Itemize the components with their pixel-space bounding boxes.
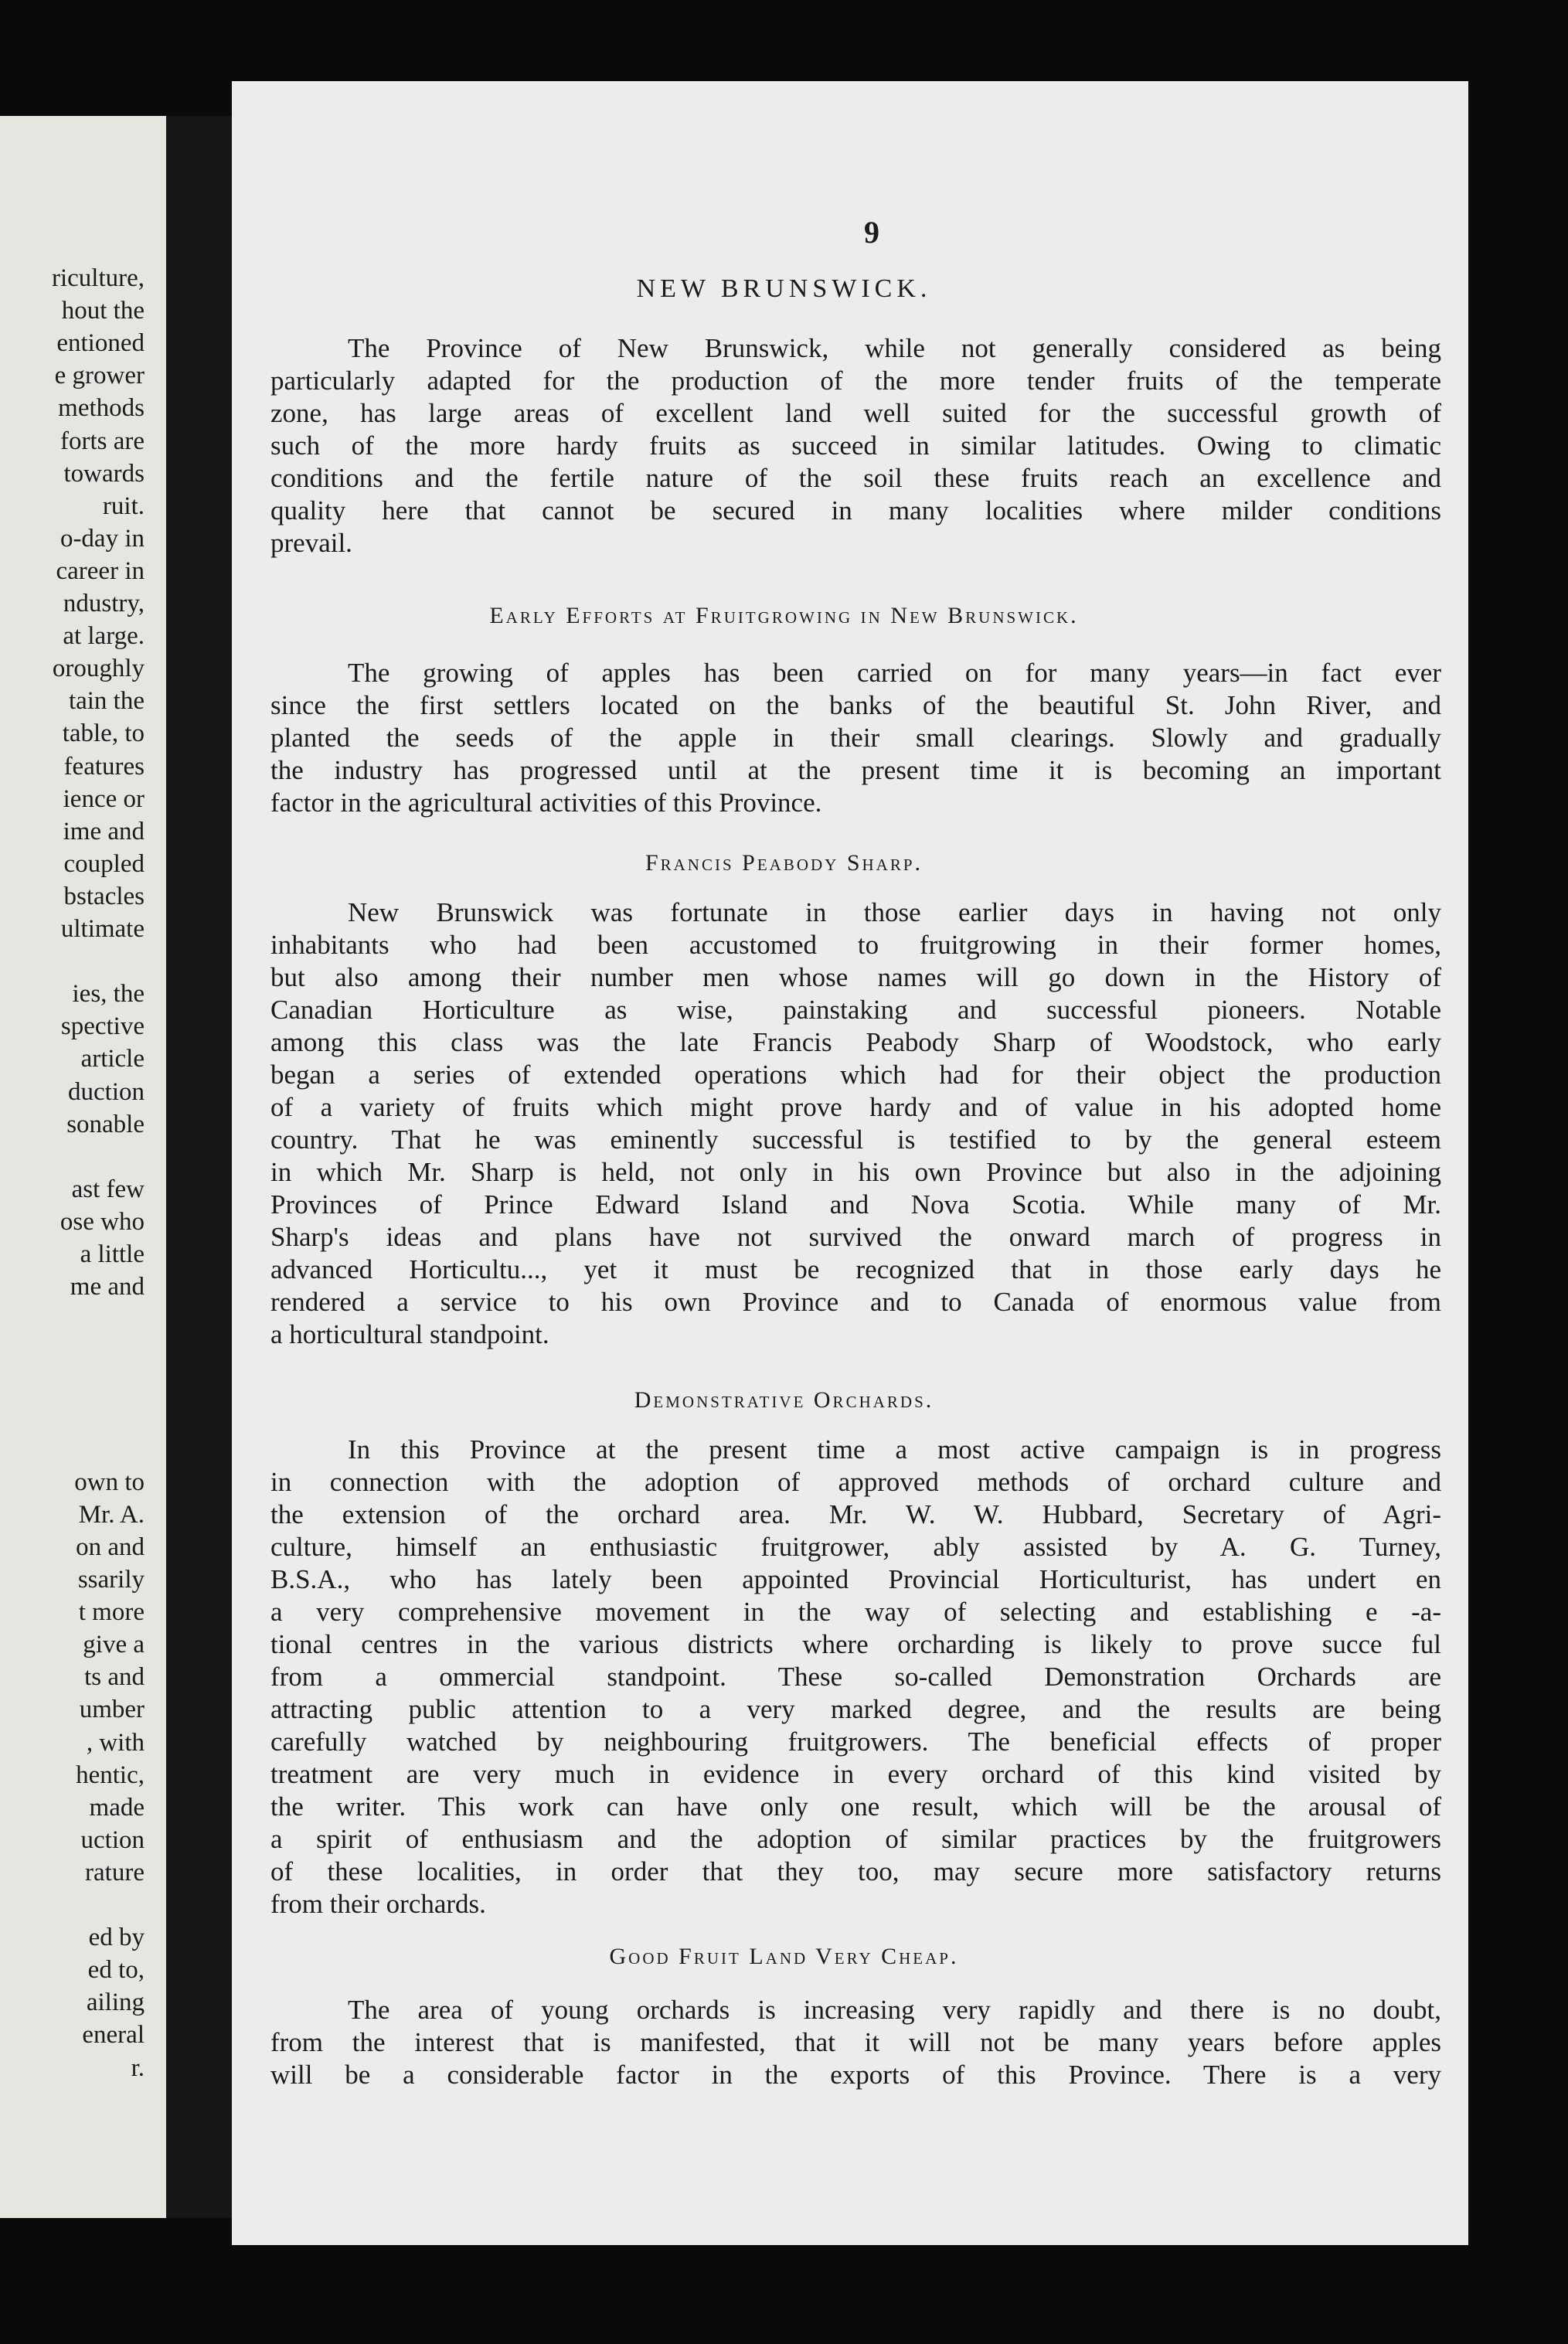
- left-page-line: ime and: [63, 817, 145, 845]
- text-line: a spirit of enthusiasm and the adoption of similar practices by the fruitgrowers: [270, 1824, 1441, 1854]
- text-line: a very comprehensive movement in the way of selecting and establishing e -a-: [270, 1597, 1441, 1627]
- left-page-line: ultimate: [60, 915, 145, 943]
- left-page-line: give a: [83, 1631, 145, 1659]
- left-page-line: me and: [70, 1273, 145, 1301]
- text-line: planted the seeds of the apple in their small clearings. Slowly and gradually: [270, 723, 1441, 753]
- left-page-line: career in: [56, 556, 145, 585]
- left-page-line: ed by: [88, 1924, 145, 1952]
- left-page-line: duction: [68, 1077, 145, 1106]
- left-page-line: r.: [131, 2053, 145, 2082]
- text-line: in connection with the adoption of approved methods of orchard culture and: [270, 1467, 1441, 1497]
- text-line: particularly adapted for the production of the more tender fruits of the temperate: [270, 366, 1441, 396]
- book-gutter: [166, 116, 236, 2218]
- left-page-line: eneral: [82, 2021, 145, 2050]
- left-page-line: towards: [63, 459, 145, 488]
- left-page-line: entioned: [56, 329, 145, 358]
- left-page-line: Mr. A.: [78, 1500, 145, 1529]
- left-page-line: forts are: [60, 427, 145, 455]
- section-heading: Francis Peabody Sharp.: [645, 850, 923, 876]
- text-line: of these localities, in order that they too, may secure more satisfactory returns: [270, 1856, 1441, 1886]
- text-line: Provinces of Prince Edward Island and Nova Scotia. While many of Mr.: [270, 1189, 1441, 1220]
- text-line: in which Mr. Sharp is held, not only in his own Province but also in the adjoining: [270, 1157, 1441, 1187]
- left-page-line: made: [89, 1793, 145, 1822]
- left-page-line: o-day in: [60, 524, 145, 553]
- text-line: quality here that cannot be secured in many localities where milder conditions: [270, 495, 1441, 526]
- left-page-line: rature: [85, 1858, 145, 1886]
- text-line: inhabitants who had been accustomed to fruitgrowing in their former homes,: [270, 930, 1441, 960]
- text-line: attracting public attention to a very marked degree, and the results are being: [270, 1694, 1441, 1724]
- text-line: advanced Horticultu..., yet it must be recognized that in those early days he: [270, 1254, 1441, 1284]
- text-line: rendered a service to his own Province and to Canada of enormous value from: [270, 1287, 1441, 1317]
- left-page-line: ailing: [86, 1988, 145, 2017]
- left-page-line: hout the: [61, 297, 145, 325]
- text-line: the writer. This work can have only one result, which will be the arousal of: [270, 1791, 1441, 1822]
- text-line: tional centres in the various districts where orcharding is likely to prove succe ful: [270, 1629, 1441, 1659]
- text-line: from a ommercial standpoint. These so-called Demonstration Orchards are: [270, 1662, 1441, 1692]
- text-line: of a variety of fruits which might prove hardy and of value in his adopted home: [270, 1092, 1441, 1122]
- text-line: carefully watched by neighbouring fruitgrowers. The beneficial effects of proper: [270, 1727, 1441, 1757]
- text-line: zone, has large areas of excellent land well suited for the successful growth of: [270, 398, 1441, 428]
- left-page-line: ssarily: [77, 1566, 145, 1594]
- text-line: conditions and the fertile nature of the soil these fruits reach an excellence and: [270, 463, 1441, 493]
- left-page-line: at large.: [63, 622, 145, 651]
- page-title: NEW BRUNSWICK.: [636, 274, 932, 303]
- text-line: began a series of extended operations which had for their object the production: [270, 1060, 1441, 1090]
- text-line: culture, himself an enthusiastic fruitgrower, ably assisted by A. G. Turney,: [270, 1532, 1441, 1562]
- text-line: The growing of apples has been carried on for many years—in fact ever: [348, 658, 1441, 688]
- text-line: since the first settlers located on the banks of the beautiful St. John River, and: [270, 690, 1441, 720]
- left-page-line: t more: [78, 1598, 145, 1627]
- text-line: B.S.A., who has lately been appointed Provincial Horticulturist, has undert en: [270, 1564, 1441, 1594]
- section-heading: Good Fruit Land Very Cheap.: [609, 1944, 959, 1969]
- text-line: country. That he was eminently successful is testified to by the general esteem: [270, 1124, 1441, 1155]
- left-page-line: ose who: [60, 1207, 145, 1236]
- text-line: a horticultural standpoint.: [270, 1319, 549, 1349]
- left-page-line: own to: [74, 1468, 145, 1496]
- left-page-line: ience or: [63, 784, 145, 813]
- left-page-line: methods: [58, 394, 145, 423]
- text-line: Canadian Horticulture as wise, painstaking and successful pioneers. Notable: [270, 995, 1441, 1025]
- text-line: In this Province at the present time a most active campaign is in progress: [348, 1434, 1441, 1465]
- text-line: from their orchards.: [270, 1889, 486, 1919]
- text-line: the extension of the orchard area. Mr. W. W. Hubbard, Secretary of Agri-: [270, 1499, 1441, 1529]
- left-page-line: ies, the: [72, 980, 145, 1009]
- text-line: prevail.: [270, 528, 352, 558]
- left-page-line: article: [80, 1045, 145, 1073]
- text-line: factor in the agricultural activities of this Province.: [270, 788, 822, 818]
- left-page-line: , with: [86, 1728, 145, 1757]
- left-page-line: ts and: [84, 1663, 145, 1692]
- text-line: the industry has progressed until at the present time it is becoming an important: [270, 755, 1441, 785]
- text-line: New Brunswick was fortunate in those earlier days in having not only: [348, 897, 1441, 927]
- previous-page-fragment: [0, 116, 166, 2218]
- left-page-line: spective: [60, 1012, 145, 1041]
- left-page-line: sonable: [66, 1110, 145, 1138]
- left-page-line: ruit.: [102, 492, 145, 520]
- text-line: but also among their number men whose names will go down in the History of: [270, 962, 1441, 992]
- left-page-line: bstacles: [63, 882, 145, 910]
- left-page-line: ed to,: [87, 1956, 145, 1985]
- left-page-line: on and: [76, 1533, 145, 1561]
- left-page-line: uction: [80, 1825, 145, 1854]
- text-line: Sharp's ideas and plans have not survived the onward march of progress in: [270, 1222, 1441, 1252]
- left-page-line: a little: [80, 1240, 145, 1268]
- left-page-line: tain the: [68, 687, 145, 716]
- left-page-line: umber: [79, 1696, 145, 1724]
- left-page-line: hentic,: [76, 1761, 145, 1789]
- text-line: among this class was the late Francis Peabody Sharp of Woodstock, who early: [270, 1027, 1441, 1057]
- text-line: from the interest that is manifested, that it will not be many years before apples: [270, 2027, 1441, 2057]
- left-page-line: features: [63, 752, 145, 781]
- section-heading: Early Efforts at Fruitgrowing in New Brunswick.: [489, 603, 1079, 628]
- left-page-line: riculture,: [51, 264, 145, 292]
- page-number: 9: [864, 215, 879, 250]
- left-page-line: oroughly: [52, 655, 145, 683]
- section-heading: Demonstrative Orchards.: [634, 1387, 934, 1413]
- text-line: such of the more hardy fruits as succeed in similar latitudes. Owing to climatic: [270, 430, 1441, 461]
- left-page-line: coupled: [63, 849, 145, 878]
- left-page-line: table, to: [62, 720, 145, 748]
- left-page-line: ast few: [71, 1175, 145, 1203]
- left-page-line: ndustry,: [63, 590, 145, 617]
- text-line: The Province of New Brunswick, while not generally considered as being: [348, 333, 1441, 363]
- text-line: treatment are very much in evidence in every orchard of this kind visited by: [270, 1759, 1441, 1789]
- text-line: The area of young orchards is increasing very rapidly and there is no doubt,: [348, 1995, 1441, 2025]
- text-line: will be a considerable factor in the exports of this Province. There is a very: [270, 2060, 1441, 2090]
- left-page-line: e grower: [54, 362, 145, 390]
